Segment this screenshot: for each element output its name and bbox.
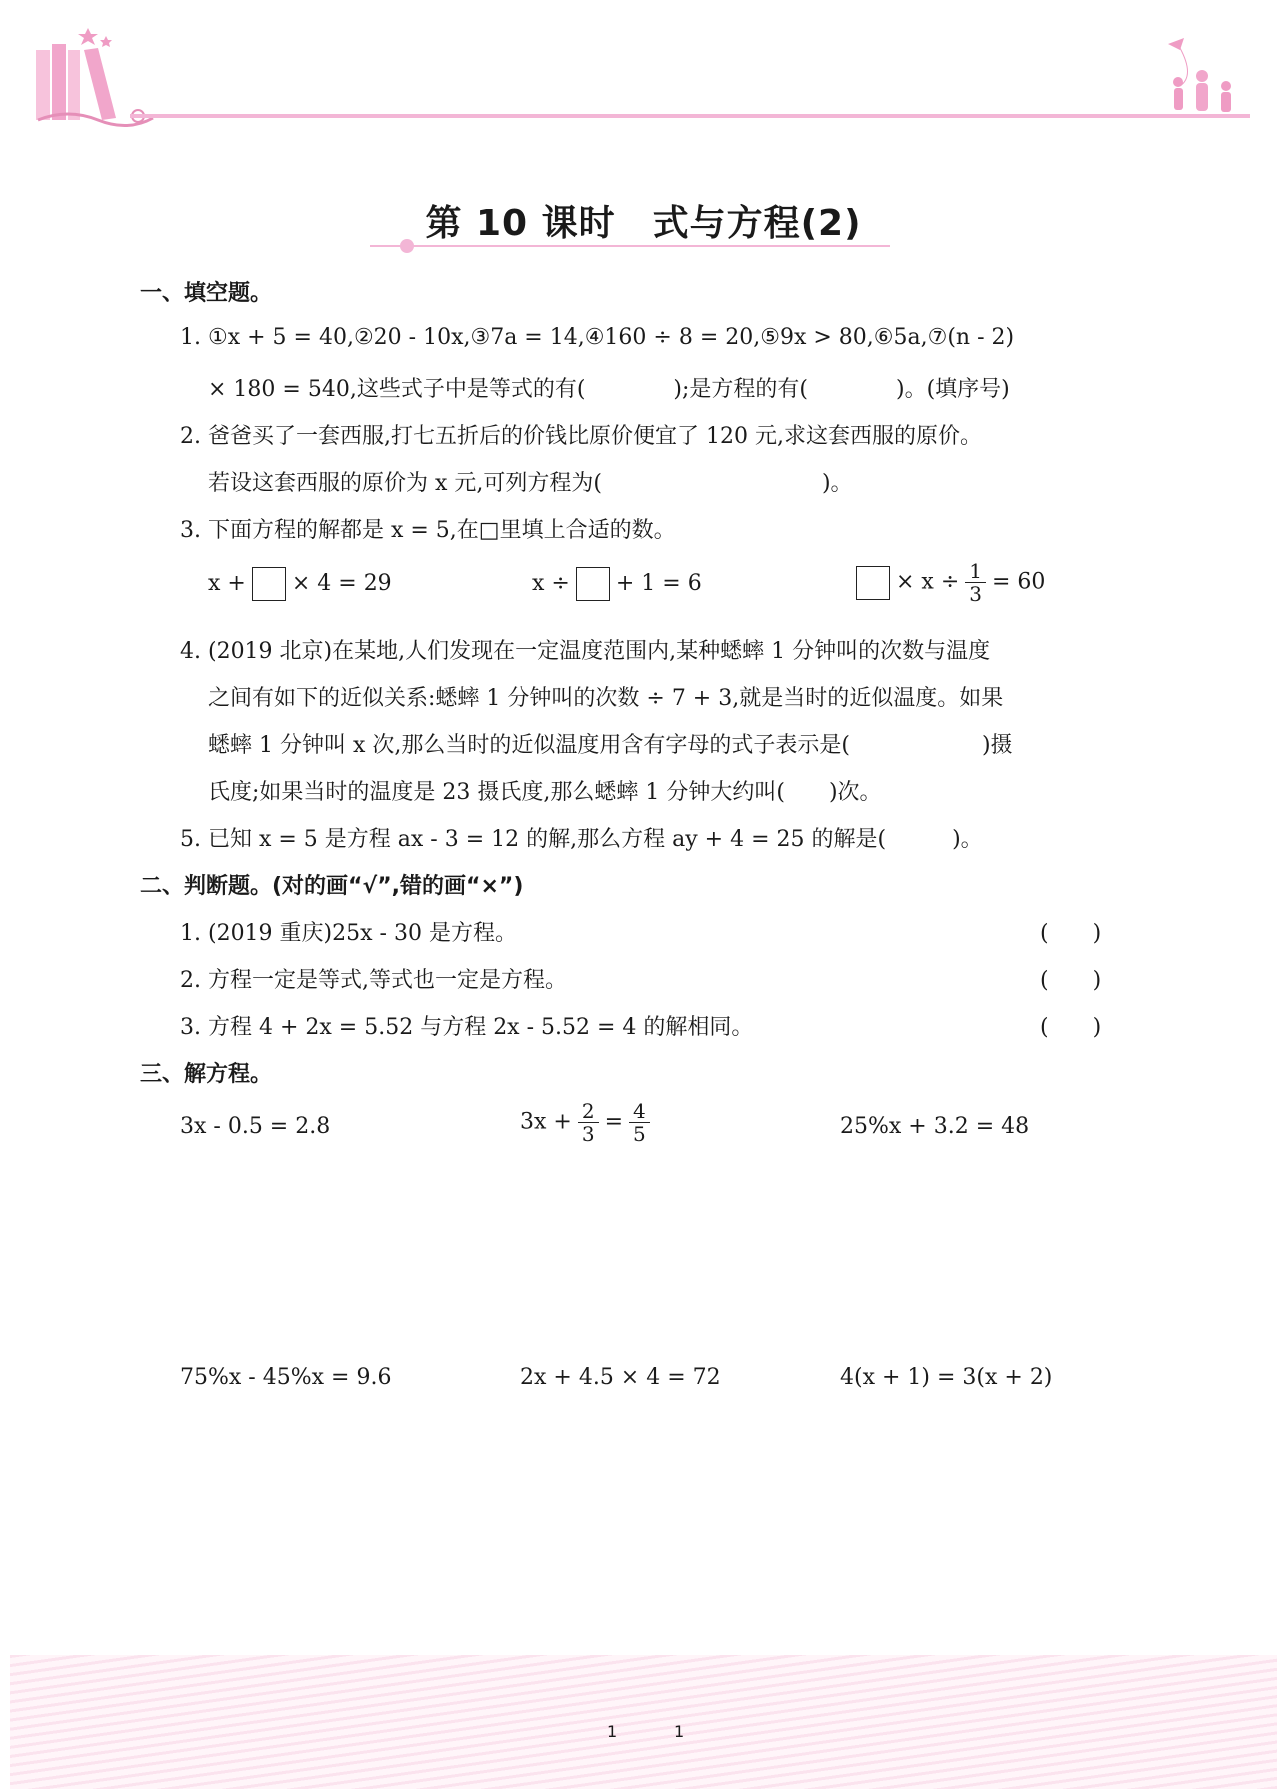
page-number-right: 1 [674, 1722, 685, 1741]
title-dot [400, 239, 414, 253]
q2-line1: 2. 爸爸买了一套西服,打七五折后的价钱比原价便宜了 120 元,求这套西服的原价。 [180, 424, 982, 449]
q2-line2: 若设这套西服的原价为 x 元,可列方程为( )。 [208, 471, 853, 496]
q3-equation-3 [850, 560, 1045, 605]
q3-eq2-right: + 1 = 6 [615, 571, 702, 596]
solve-eq2-equals: = [604, 1109, 624, 1135]
fraction-numerator: 1 [965, 560, 986, 583]
solve-equation-6: 4(x + 1) = 3(x + 2) [840, 1365, 1053, 1390]
q4-line3: 蟋蟀 1 分钟叫 x 次,那么当时的近似温度用含有字母的式子表示是( )摄 [208, 733, 1013, 758]
section-fill-blank: 一、填空题。 [140, 281, 273, 306]
page-number-left: 1 [607, 1722, 618, 1741]
judge-item-3: 3. 方程 4 + 2x = 5.52 与方程 2x - 5.52 = 4 的解相同。 [180, 1015, 754, 1040]
section-true-false: 二、判断题。(对的画“√”,错的画“×”) [140, 874, 524, 899]
fraction-denominator: 3 [969, 582, 982, 606]
judge-answer-1[interactable]: ( ) [1040, 921, 1102, 946]
section-solve-equations: 三、解方程。 [140, 1062, 273, 1087]
judge-answer-3[interactable]: ( ) [1040, 1015, 1102, 1040]
solve-equation-1: 3x - 0.5 = 2.8 [180, 1114, 331, 1139]
q4-line1: 4. (2019 北京)在某地,人们发现在一定温度范围内,某种蟋蟀 1 分钟叫的次数与温度 [180, 639, 991, 664]
page-title: 第 10 课时 式与方程(2) [425, 203, 862, 244]
solve-eq2-fraction-2 [629, 1100, 650, 1145]
footer-stripes [10, 1655, 1277, 1789]
q1-line2: × 180 = 540,这些式子中是等式的有( );是方程的有( )。(填序号) [208, 377, 1010, 402]
judge-answer-2[interactable]: ( ) [1040, 968, 1102, 993]
q5-line: 5. 已知 x = 5 是方程 ax - 3 = 12 的解,那么方程 ay + 4 = 25 的解是( )。 [180, 827, 983, 852]
solve-equation-4: 75%x - 45%x = 9.6 [180, 1365, 392, 1390]
solve-equation-5: 2x + 4.5 × 4 = 72 [520, 1365, 721, 1390]
q4-line4: 氏度;如果当时的温度是 23 摄氏度,那么蟋蟀 1 分钟大约叫( )次。 [208, 780, 882, 805]
fraction-denominator: 5 [633, 1122, 646, 1146]
q3-equation-1 [208, 567, 392, 601]
solve-equation-3: 25%x + 3.2 = 48 [840, 1114, 1030, 1139]
q4-line2: 之间有如下的近似关系:蟋蟀 1 分钟叫的次数 ÷ 7 + 3,就是当时的近似温度。如果 [208, 686, 1004, 711]
q3-eq1-right: × 4 = 29 [291, 571, 392, 596]
fraction-numerator: 2 [578, 1100, 599, 1123]
q3-line1: 3. 下面方程的解都是 x = 5,在□里填上合适的数。 [180, 518, 676, 543]
answer-box-1[interactable] [252, 567, 286, 601]
solve-eq2-left: 3x + [520, 1109, 572, 1135]
solve-equation-2 [520, 1100, 656, 1145]
q1-line1: 1. ①x + 5 = 40,②20 - 10x,③7a = 14,④160 ÷ 8 = 20,⑤9x > 80,⑥5a,⑦(n - 2) [180, 325, 1015, 350]
answer-box-2[interactable] [576, 567, 610, 601]
q3-eq3-right: = 60 [992, 569, 1046, 595]
title-underline [370, 245, 890, 247]
header-line [130, 114, 1240, 118]
q3-eq2-left: x ÷ [532, 571, 570, 596]
fraction-numerator: 4 [629, 1100, 650, 1123]
judge-item-2: 2. 方程一定是等式,等式也一定是方程。 [180, 968, 567, 993]
children-kite-icon [1150, 36, 1250, 120]
q3-eq3-left: × x ÷ [896, 569, 960, 595]
q3-equation-2 [532, 567, 702, 601]
answer-box-3[interactable] [856, 566, 890, 600]
judge-item-1: 1. (2019 重庆)25x - 30 是方程。 [180, 921, 517, 946]
q3-eq1-left: x + [208, 571, 246, 596]
q3-eq3-fraction [965, 560, 986, 605]
fraction-denominator: 3 [581, 1122, 595, 1146]
solve-eq2-fraction-1 [578, 1100, 599, 1145]
